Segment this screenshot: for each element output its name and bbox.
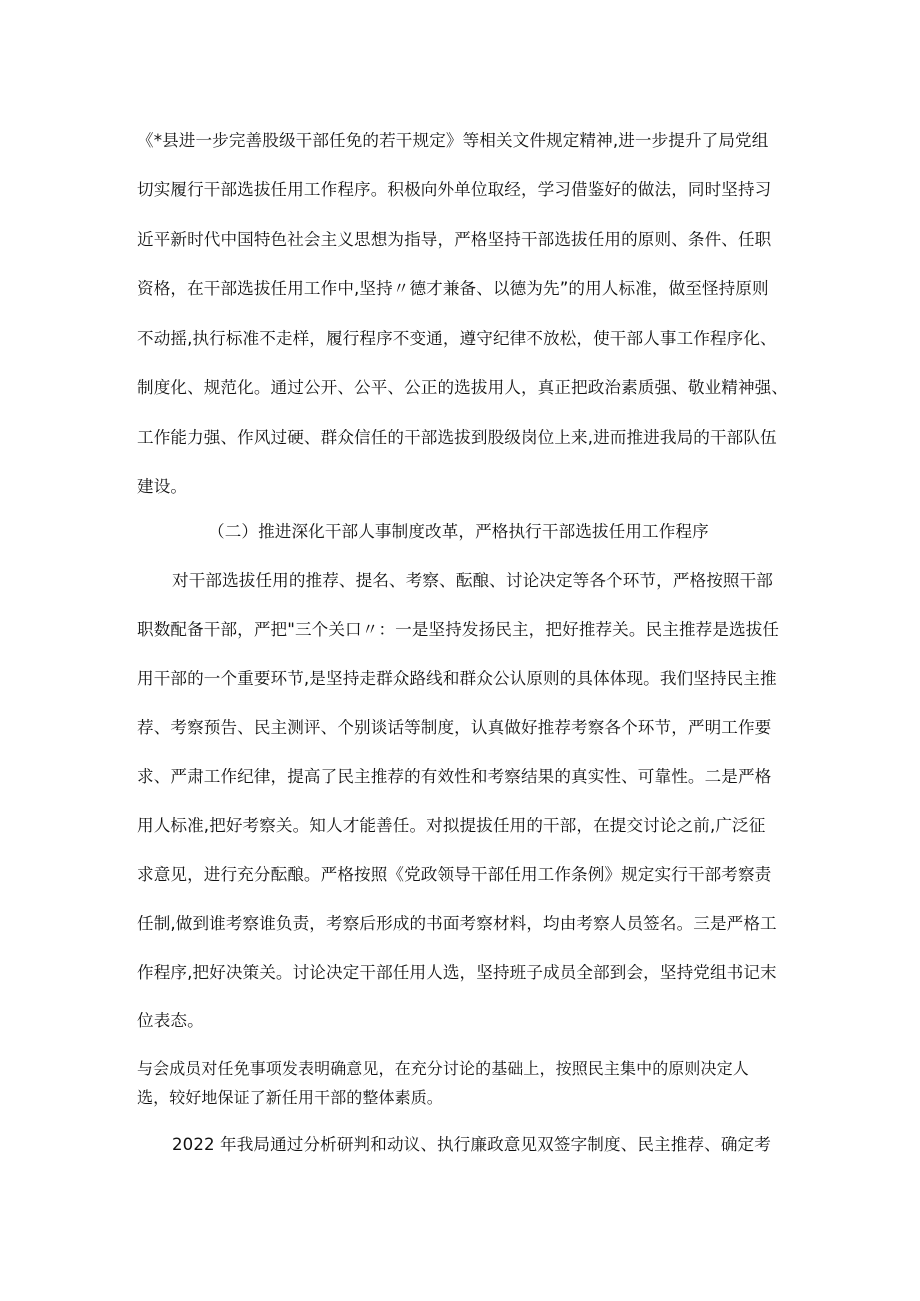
text-line: 作程序,把好决策关。讨论决定干部任用人选，坚持班子成员全部到会，坚持党组书记末: [137, 963, 777, 982]
text-line: 制度化、规范化。通过公开、公平、公正的选拔用人，真正把政治素质强、敬业精神强、: [137, 378, 789, 397]
text-line: 《*县进一步完善股级干部任免的若干规定》等相关文件规定精神,进一步提升了局党组: [137, 131, 769, 150]
text-line: 任制,做到谁考察谁负责，考察后形成的书面考察材料，均由考察人员签名。三是严格工: [137, 914, 777, 933]
section-heading: （二）推进深化干部人事制度改革，严格执行干部选拔任用工作程序: [208, 522, 709, 541]
text-line: 用人标准,把好考察关。知人才能善任。对拟提拔任用的干部，在提交讨论之前,广泛征: [137, 816, 766, 835]
text-line: 对干部选拔任用的推荐、提名、考察、酝酿、讨论决定等各个环节，严格按照干部: [172, 571, 773, 590]
text-line: 与会成员对任免事项发表明确意见，在充分讨论的基础上，按照民主集中的原则决定人: [137, 1059, 749, 1078]
text-line: 工作能力强、作风过硬、群众信任的干部选拔到股级岗位上来,进而推进我局的干部队伍: [137, 428, 777, 447]
text-line: 职数配备干部，严把"三个关口〃：一是坚持发扬民主，把好推荐关。民主推荐是选拔任: [137, 620, 780, 639]
text-line: 近平新时代中国特色社会主义思想为指导，严格坚持干部选拔任用的原则、条件、任职: [137, 230, 772, 249]
text-line: 切实履行干部选拔任用工作程序。积极向外单位取经，学习借鉴好的做法，同时坚持习: [137, 180, 772, 199]
text-line: 求意见，进行充分酝酿。严格按照《党政领导干部任用工作条例》规定实行干部考察责: [137, 865, 772, 884]
text-line: 资格，在干部选拔任用工作中,坚持〃德才兼备、以德为先”的用人标准，做至怪持原则: [137, 279, 769, 298]
text-line: 位表态。: [137, 1011, 204, 1030]
text-line: 荐、考察预告、民主测评、个别谈话等制度，认真做好推荐考察各个环节，严明工作要: [137, 718, 772, 737]
text-line: 选，较好地保证了新任用干部的整体素质。: [137, 1088, 443, 1107]
text-line: 建设。: [137, 477, 188, 496]
text-line: 2022 年我局通过分析研判和动议、执行廉政意见双签字制度、民主推荐、确定考: [172, 1135, 771, 1154]
text-line: 不动摇,执行标准不走样，履行程序不变通，遵守纪律不放松，使干部人事工作程序化、: [137, 329, 777, 348]
text-line: 用干部的一个重要环节,是坚持走群众路线和群众公认原则的具体体现。我们坚持民主推: [137, 669, 777, 688]
text-line: 求、严肃工作纪律，提高了民主推荐的有效性和考察结果的真实性、可靠性。二是严格: [137, 767, 772, 786]
